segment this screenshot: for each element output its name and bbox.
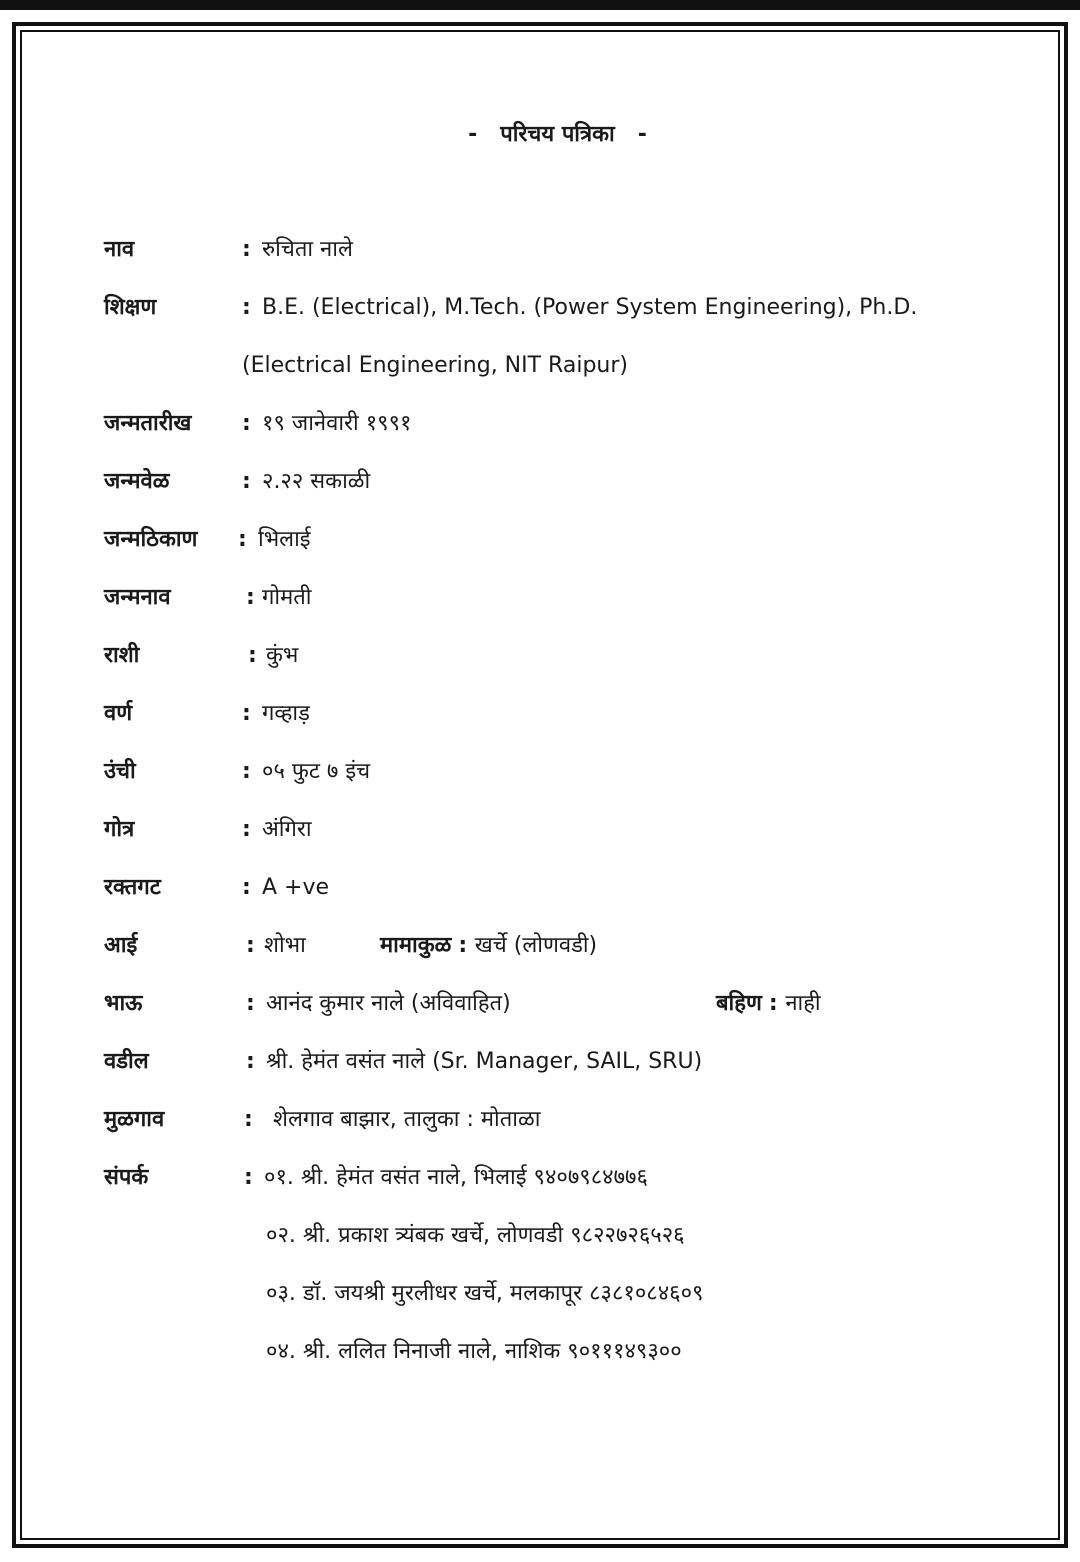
colon-separator: :	[246, 991, 255, 1016]
field-label: शिक्षण	[104, 295, 157, 320]
maternal-family-value: खर्चे (लोणवडी)	[474, 933, 598, 958]
field-value: आनंद कुमार नाले (अविवाहित)	[266, 991, 511, 1016]
colon-separator: :	[768, 991, 786, 1016]
field-label: मुळगाव	[104, 1107, 165, 1132]
colon-separator: :	[242, 469, 251, 494]
colon-separator: :	[242, 817, 251, 842]
colon-separator: :	[246, 933, 255, 958]
colon-separator: :	[242, 237, 251, 262]
field-label: राशी	[104, 643, 140, 668]
field-label: आई	[104, 933, 138, 958]
field-label: जन्मठिकाण	[104, 527, 198, 552]
field-row-brother	[104, 984, 1004, 1024]
field-value: २.२२ सकाळी	[262, 469, 371, 494]
field-value: ०१. श्री. हेमंत वसंत नाले, भिलाई ९४०७९८४७७६	[264, 1165, 648, 1190]
contact-item: ०४. श्री. ललित निनाजी नाले, नाशिक ९०१११४९३००	[266, 1339, 682, 1364]
colon-separator: :	[242, 701, 251, 726]
colon-separator: :	[244, 1107, 253, 1132]
field-label: भाऊ	[104, 991, 143, 1016]
field-label: जन्मतारीख	[104, 411, 192, 436]
maternal-family-label: मामाकुळ	[380, 933, 452, 958]
field-label: नाव	[104, 237, 135, 262]
maternal-family	[380, 926, 597, 966]
field-value: अंगिरा	[262, 817, 312, 842]
field-value: १९ जानेवारी १९९१	[262, 411, 412, 436]
field-label: संपर्क	[104, 1165, 149, 1190]
field-label: वर्ण	[104, 701, 133, 726]
field-row-mother	[104, 926, 1004, 966]
sister-value: नाही	[785, 991, 821, 1016]
field-value: A +ve	[262, 875, 330, 900]
colon-separator: :	[244, 1165, 253, 1190]
education-continuation: (Electrical Engineering, NIT Raipur)	[242, 353, 628, 378]
field-value: ०५ फुट ७ इंच	[262, 759, 371, 784]
colon-separator: :	[246, 585, 255, 610]
field-value: शेलगाव बाझार, तालुका : मोताळा	[266, 1107, 541, 1132]
top-edge-strip	[0, 0, 1080, 10]
field-value: B.E. (Electrical), M.Tech. (Power System Engineering), Ph.D.	[262, 295, 918, 320]
field-label: रक्तगट	[104, 875, 161, 900]
field-label: वडील	[104, 1049, 149, 1074]
field-value: कुंभ	[266, 643, 299, 668]
field-value: गोमती	[262, 585, 312, 610]
field-label: जन्मनाव	[104, 585, 171, 610]
field-value: श्री. हेमंत वसंत नाले (Sr. Manager, SAIL, SRU)	[266, 1049, 703, 1074]
field-value: गव्हाड़	[262, 701, 310, 726]
colon-separator: :	[242, 759, 251, 784]
field-value: रुचिता नाले	[262, 237, 353, 262]
colon-separator: :	[242, 295, 251, 320]
sister-label: बहिण	[716, 991, 762, 1016]
colon-separator: :	[242, 875, 251, 900]
field-label: गोत्र	[104, 817, 135, 842]
field-label: उंची	[104, 759, 136, 784]
document-title: - परिचय पत्रिका -	[468, 122, 647, 147]
field-value: शोभा	[264, 933, 306, 958]
colon-separator: :	[238, 527, 247, 552]
contact-item: ०२. श्री. प्रकाश त्र्यंबक खर्चे, लोणवडी ९८२२७२६५२६	[266, 1223, 685, 1248]
contact-item: ०३. डॉ. जयश्री मुरलीधर खर्चे, मलकापूर ८३८१०८४६०९	[266, 1281, 704, 1306]
sister-info	[716, 984, 821, 1024]
colon-separator: :	[242, 411, 251, 436]
field-label: जन्मवेळ	[104, 469, 170, 494]
colon-separator: :	[248, 643, 257, 668]
colon-separator: :	[246, 1049, 255, 1074]
colon-separator: :	[458, 933, 475, 958]
field-value: भिलाई	[258, 527, 311, 552]
